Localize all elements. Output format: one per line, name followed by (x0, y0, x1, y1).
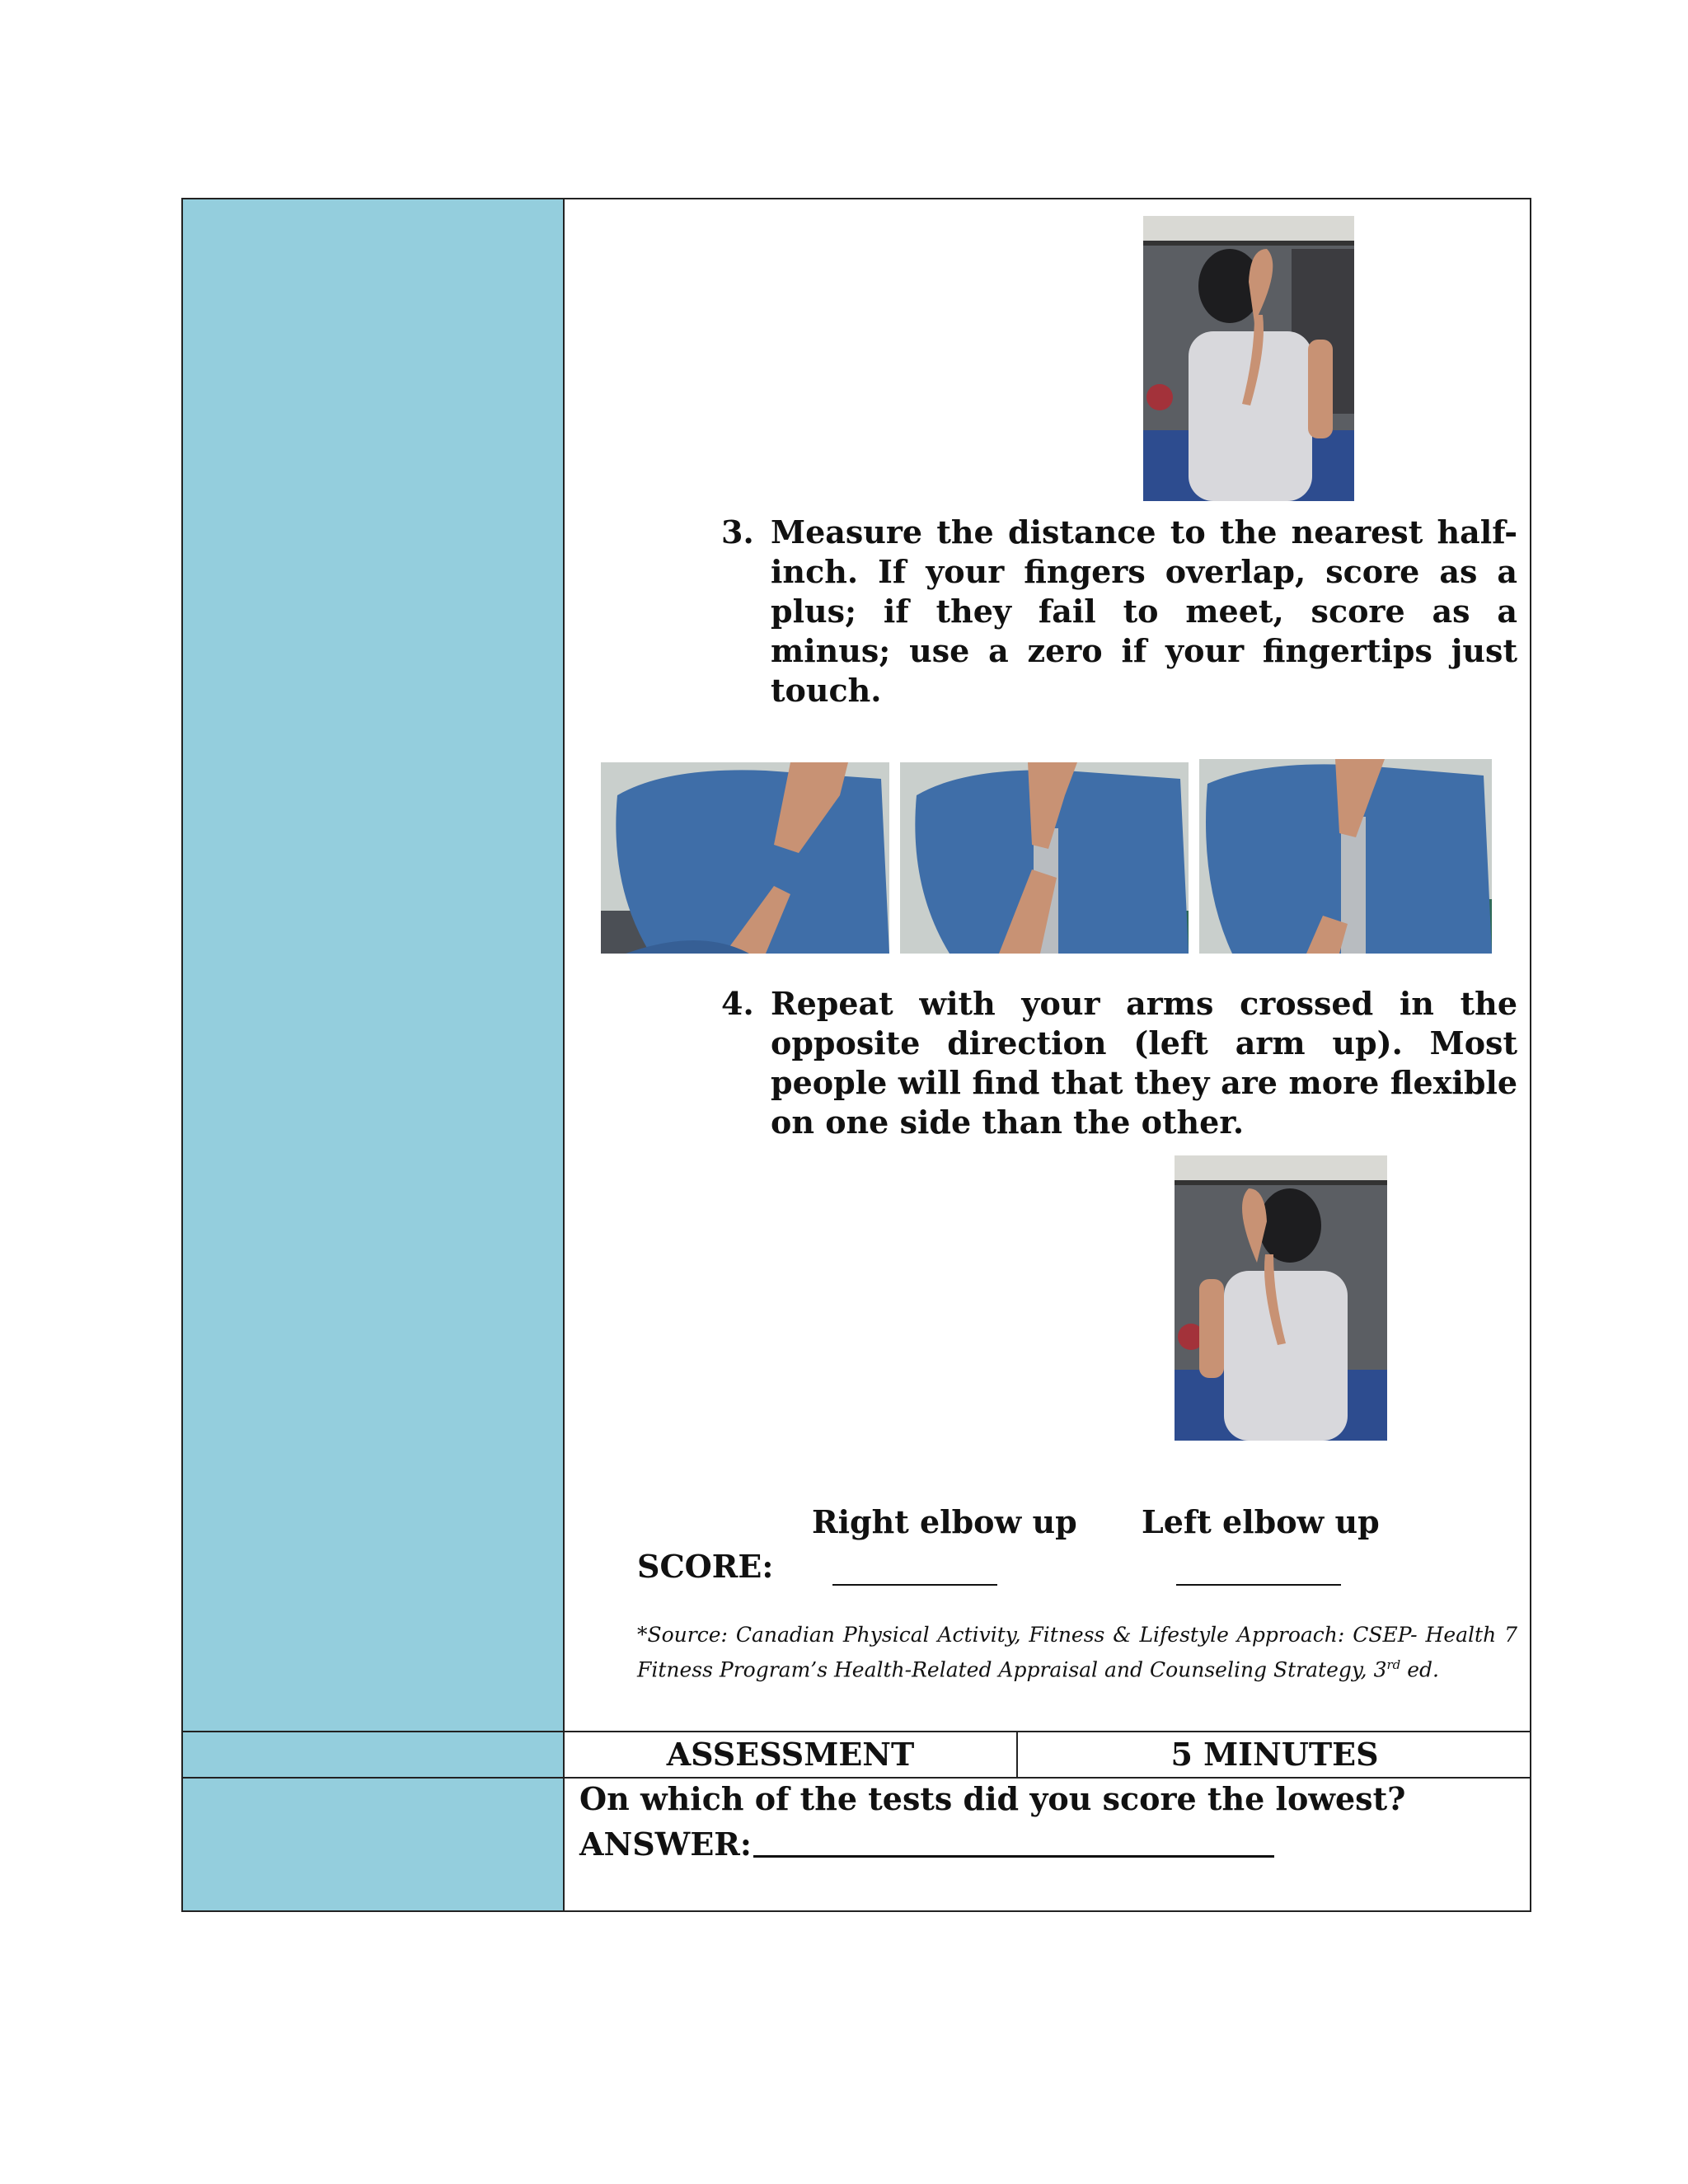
question-text: On which of the tests did you score the lowest? (579, 1780, 1406, 1817)
assessment-label: ASSESSMENT (666, 1736, 915, 1773)
step-4-number: 4. (721, 985, 754, 1022)
score-label: SCORE: (637, 1548, 774, 1585)
source-citation (637, 1619, 1517, 1685)
photo-measure-fingers-gap (601, 762, 889, 954)
photo-back-stretch-left (1175, 1155, 1387, 1441)
photo-measure-ruler-close (1199, 759, 1492, 954)
step-3-text: Measure the distance to the nearest half-inch. If your fingers overlap, score as a plus; if they fail to meet, score as a minus; use a zero if your fingertips just touch. (771, 513, 1517, 709)
source-citation-end: ed. (1400, 1657, 1439, 1682)
answer-blank[interactable] (753, 1855, 1274, 1858)
left-color-column (183, 199, 565, 1910)
step-3 (721, 513, 1517, 709)
score-right-elbow-header: Right elbow up (812, 1503, 1077, 1540)
score-left-blank (1176, 1584, 1341, 1586)
step-4-text: Repeat with your arms crossed in the opposite direction (left arm up). Most people will find that they are more flexible on one side than the other. (771, 985, 1517, 1141)
photo-measure-with-ruler (900, 762, 1189, 954)
source-citation-text: *Source: Canadian Physical Activity, Fitness & Lifestyle Approach: CSEP- Health 7 Fitness Program’s Health-Related Appraisal and Counseling Strategy, 3 (637, 1623, 1517, 1682)
answer-label: ANSWER: (579, 1825, 752, 1863)
lesson-table (181, 198, 1531, 1912)
step-3-number: 3. (721, 513, 754, 551)
source-citation-sup: rd (1386, 1657, 1401, 1672)
assessment-row-bottom-rule (183, 1777, 1530, 1779)
assessment-time: 5 MINUTES (1170, 1736, 1379, 1773)
score-left-elbow-header: Left elbow up (1142, 1503, 1380, 1540)
assessment-row-top-rule (183, 1731, 1530, 1732)
score-right-blank (832, 1584, 997, 1586)
step-4 (721, 984, 1517, 1149)
photo-back-stretch-right (1143, 216, 1354, 501)
